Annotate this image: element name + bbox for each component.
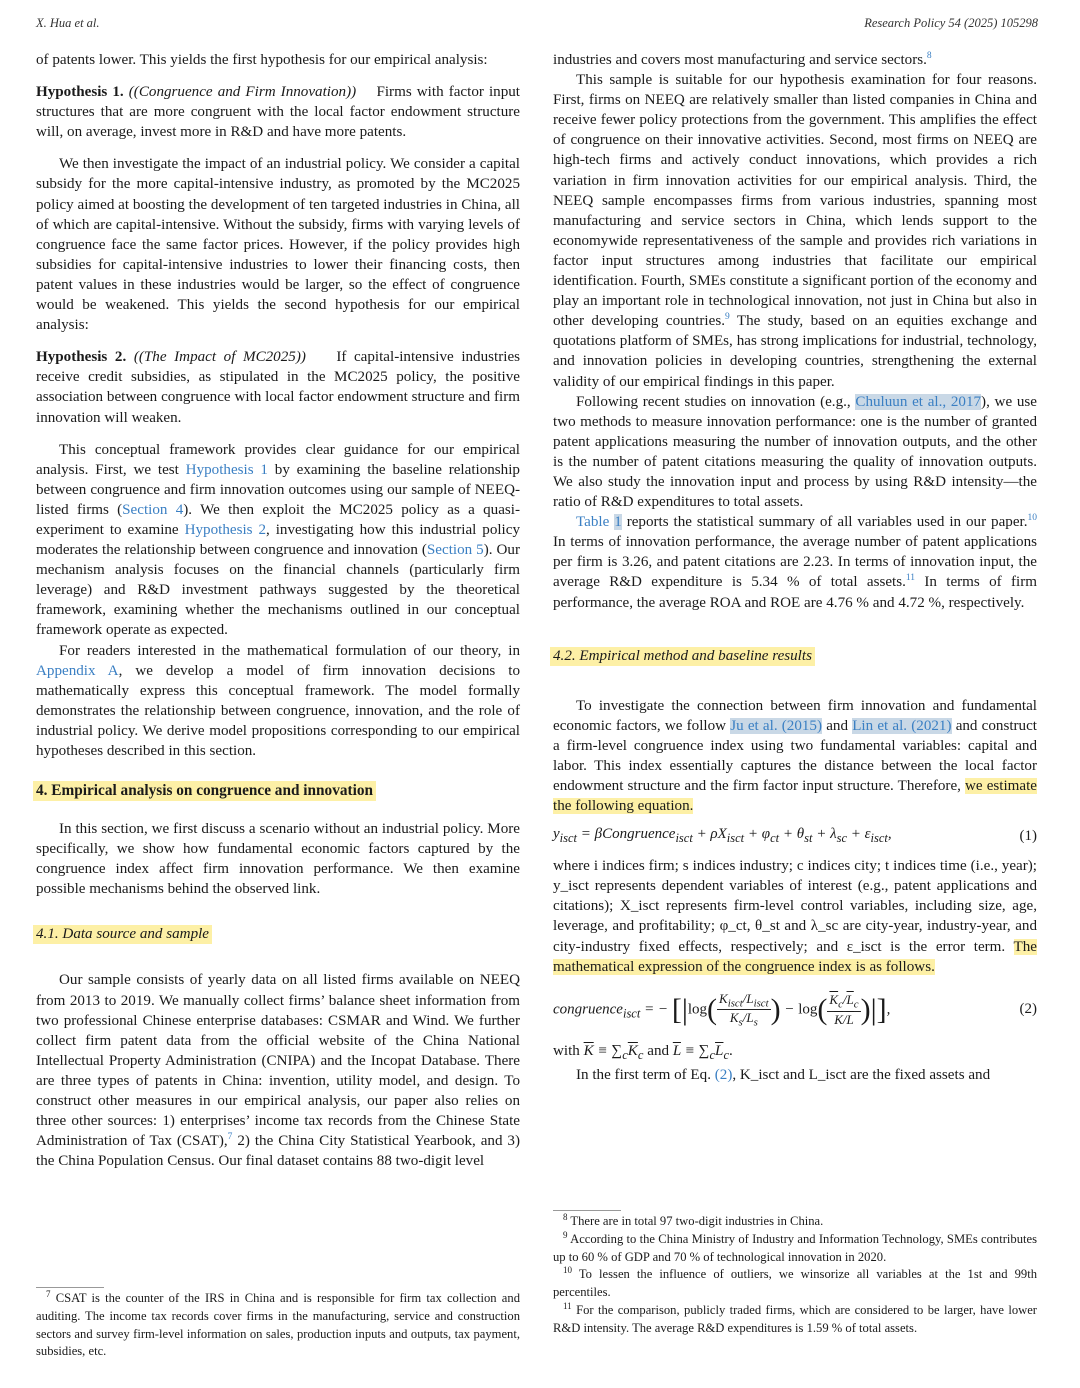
footnote: $^9$ According to the China Ministry of Industry and Information Technology, SMEs contributes up to 60 % of GDP and 70 % of technological innovation in 2020. xyxy=(553,1229,1037,1264)
equation-2-link[interactable]: (2) xyxy=(714,1067,733,1084)
running-header-authors: X. Hua et al. xyxy=(36,16,100,30)
section-4-link[interactable]: Section 4 xyxy=(122,501,184,518)
footnotes-right xyxy=(553,1213,1037,1338)
footnote-ref[interactable]: 9 xyxy=(724,312,730,323)
paragraph: Our sample consists of yearly data on all listed firms available on NEEQ from 2013 to 2019. We manually collect firms’ balance sheet information from two professional Chinese enterprise databases: CSMAR and Wind. We further collect firm patent data from the official website of the China National Intellectual Property Administration (CNIPA) and the Incopat Database. There are three types of patents in China: invention, utility model, and design. To construct other measures in our empirical analysis, our paper also relies on three other sources: 1) enterprises’ income tax records from the Chinese State Administration of Tax (CSAT),$^7$ 2) the China City Statistical Yearbook, and 3) the China Population Census. Our final dataset contains 88 two-digit level xyxy=(36,972,521,1170)
equation-2: congruence$_{isct}$ = − [|log( $\frac{K_{isct}/L_{isct}}{K_s/L_s}$ ) − log( $\frac{\overline{K}_c/\overline{L}_c}{\overline{K}/\overline{L}}$ )|], (2) xyxy=(553,990,1037,1029)
citation-link[interactable]: Chuluun et al., 2017 xyxy=(855,393,982,410)
subsection-heading: 4.2. Empirical method and baseline results xyxy=(550,647,815,666)
paragraph: of patents lower. This yields the first hypothesis for our empirical analysis: xyxy=(36,52,488,68)
paragraph: where i indices firm; s indices industry; c indices city; t indices time (i.e., year); y_isct represents dependent variables of interest (e.g., patent applications and citations); X_isct represents firm-level control variables, including size, age, leverage, and profitability; φ_ct, θ_st and λ_sc are city-year, industry-year, and city-industry fixed effects, respectively; and ε_isct is the error term. The mathematical expression of the congruence index is as follows. xyxy=(553,858,1037,975)
footnote: $^7$ CSAT is the counter of the IRS in China and is responsible for firm tax collection and auditing. The income tax records cover firms in the manufacturing, service and construction sectors and survey firm-level information on sales, production inputs and outputs, tax payment, subsidies, etc. xyxy=(36,1288,520,1359)
running-header-journal: Research Policy 54 (2025) 105298 xyxy=(864,16,1038,30)
footnote: $^{11}$ For the comparison, publicly traded firms, which are considered to be larger, have lower R&D intensity. The average R&D expenditures is 1.59 % of total assets. xyxy=(553,1300,1037,1335)
footnote-ref[interactable]: 7 xyxy=(227,1132,233,1143)
footnote: $^8$ There are in total 97 two-digit industries in China. xyxy=(563,1211,824,1228)
paragraph: This sample is suitable for our hypothesis examination for four reasons. First, firms on NEEQ are relatively smaller than listed companies in China and receive fewer policy protections from the government. This amplifies the effect of congruence on their innovative activities. Second, most firms on NEEQ are high-tech firms and actively conduct innovations, which provides a rich variation in firm innovation activities for our empirical analysis. Third, the NEEQ sample encompasses firms from various industries, spanning most manufacturing and service sectors in China, which lends support to the economywide representativeness of the sample and provides rich variations in factor input structures among industries that facilitate our empirical identification. Fourth, SMEs constitute a significant portion of the economy and play an important role in technological innovation, not just in China but also in other developing countries.$^9$ The study, based on an equities exchange and quotations platform of SMEs, has strong implications for industrial, technology, and innovation policies in developing countries, strengthening the external validity of our empirical findings in this paper. xyxy=(553,72,1037,390)
hypothesis-2: Hypothesis 2. ((The Impact of MC2025)) If capital-intensive industries receive credit subsidies, as stipulated in the MC2025 policy, the positive association between congruence with local factor endowment structure and firm innovation will weaken. xyxy=(36,349,521,426)
subsection-heading: 4.1. Data source and sample xyxy=(33,925,212,944)
footnote-ref[interactable]: 8 xyxy=(926,50,932,61)
paragraph: This conceptual framework provides clear guidance for our empirical analysis. First, we test Hypothesis 1 by examining the baseline relationship between congruence and firm innovation outcomes using our sample of NEEQ-listed firms (Section 4). We then exploit the MC2025 policy as a quasi-experiment to examine Hypothesis 2, investigating how this industrial policy moderates the relationship between congruence and innovation (Section 5). Our mechanism analysis focuses on the financial channels (particularly firm leverage) and R&D investment pathways suggested by the theoretical framework, examining whether the mechanisms outlined in our conceptual framework operate as expected. xyxy=(36,441,520,639)
paragraph: Table 1 reports the statistical summary of all variables used in our paper.$^{10}$ In terms of innovation performance, the average number of patent applications per firm is 3.26, and patent citations are 2.23. In terms of innovation input, the average R&D expenditure is 5.34 % of total assets.$^{11}$ In terms of firm performance, the average ROA and ROE are 4.76 % and 4.72 %, respectively. xyxy=(553,513,1037,611)
hypothesis-1: Hypothesis 1. ((Congruence and Firm Innovation)) Firms with factor input structures that are more congruent with the local factor endowment structure will, on average, invest more in R&D and have more patents. xyxy=(36,84,520,141)
paragraph: To investigate the connection between firm innovation and fundamental economic factors, we follow Ju et al. (2015) and Lin et al. (2021) and construct a firm-level congruence index using two fundamental variables: capital and labor. This index essentially captures the distance between the local factor endowment structure and the firm factor input structure. Therefore, we estimate the following equation. xyxy=(553,697,1037,815)
equation-1: $y_{isct}$ = βCongruence$_{isct}$ + $\rho X_{isct} + \varphi_{ct} + \theta_{st} + \lambda_{sc} + \varepsilon_{isct}$, (1) xyxy=(553,826,1037,846)
left-column xyxy=(36,50,520,1171)
paragraph: Following recent studies on innovation (e.g., Chuluun et al., 2017), we use two methods to measure innovation performance: one is the number of granted patent applications measuring the number of innovation outputs, and the other is the number of patent citations measuring the quality of innovation outputs. We also study the innovation input and process by using R&D intensity—the ratio of R&D expenditures to total assets. xyxy=(553,393,1037,511)
footnote: $^{10}$ To lessen the influence of outliers, we winsorize all variables at the 1st and 99th percentiles. xyxy=(553,1265,1037,1300)
citation-link[interactable]: Ju et al. (2015) xyxy=(730,717,823,734)
right-column xyxy=(553,50,1037,1085)
paragraph: In this section, we first discuss a scenario without an industrial policy. More specifically, we show how fundamental economic factors captured by the congruence index affect firm innovation performance. We then examine possible mechanisms behind the observed link. xyxy=(36,821,520,898)
table-1-link[interactable]: Table 1 xyxy=(576,514,622,531)
paragraph: In the first term of Eq. (2), K_isct and L_isct are the fixed assets and xyxy=(576,1067,991,1084)
hypothesis-2-link[interactable]: Hypothesis 2 xyxy=(184,521,267,538)
paragraph: with $\overline{K} \equiv \sum_c\overline{K}_c$ and $\overline{L} \equiv \sum_c\overline{L}_c$. xyxy=(553,1042,733,1062)
paragraph: For readers interested in the mathematical formulation of our theory, in Appendix A, we develop a model of firm innovation decisions to mathematically express this conceptual framework. The model formally demonstrates the relationship between congruence, innovation, and the role of industrial policy. We derive model propositions corresponding to our empirical hypotheses described in this section. xyxy=(36,642,520,759)
section-5-link[interactable]: Section 5 xyxy=(426,542,484,559)
hypothesis-1-link[interactable]: Hypothesis 1 xyxy=(185,461,268,478)
section-heading: 4. Empirical analysis on congruence and innovation xyxy=(33,781,376,801)
paragraph: We then investigate the impact of an industrial policy. We consider a capital subsidy for the more capital-intensive industry, as promoted by the MC2025 policy aimed at boosting the development of ten targeted industries in China, all of which are capital-intensive. Without the subsidy, firms with varying levels of congruence face the same factor prices. However, if the policy provides high subsidies for capital-intensive industries to lower their financing costs, then patent values in these industries would be larger, so the effect of congruence would be weakened. This yields the second hypothesis for our empirical analysis: xyxy=(36,156,520,334)
appendix-a-link[interactable]: Appendix A xyxy=(36,662,119,679)
footnote-ref[interactable]: 11 xyxy=(905,573,916,584)
paragraph: industries and covers most manufacturing and service sectors.$^8$ xyxy=(553,50,932,68)
footnote-ref[interactable]: 10 xyxy=(1027,513,1037,524)
footnotes-left xyxy=(36,1290,520,1361)
citation-link[interactable]: Lin et al. (2021) xyxy=(852,717,952,734)
